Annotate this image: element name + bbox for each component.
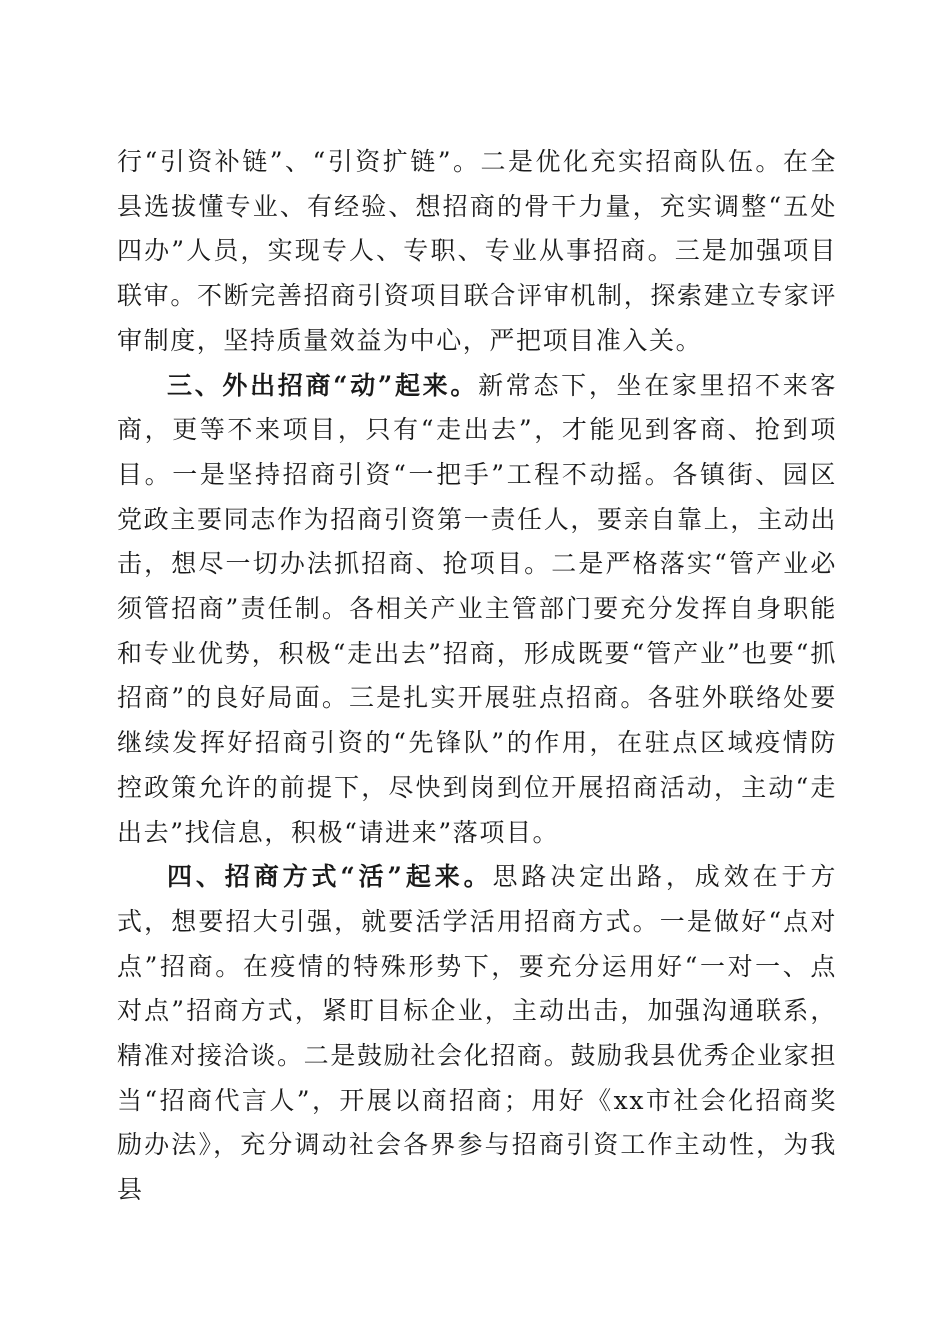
section-heading-4: 四、招商方式“活”起来。 [167, 862, 493, 892]
paragraph-2 [117, 364, 837, 856]
document-body [117, 140, 837, 1213]
paragraph-1-text: 行“引资补链”、“引资扩链”。二是优化充实招商队伍。在全县选拔懂专业、有经验、想招商的骨干力量，充实调整“五处四办”人员，实现专人、专职、专业从事招商。三是加强项目联审。不断完善招商引资项目联合评审机制，探索建立专家评审制度，坚持质量效益为中心，严把项目准入关。 [117, 147, 837, 355]
paragraph-1 [117, 140, 837, 364]
section-heading-3: 三、外出招商“动”起来。 [167, 370, 479, 400]
paragraph-3-text: 思路决定出路，成效在于方式，想要招大引强，就要活学活用招商方式。一是做好“点对点”招商。在疫情的特殊形势下，要充分运用好“一对一、点对点”招商方式，紧盯目标企业，主动出击，加强沟通联系，精准对接洽谈。二是鼓励社会化招商。鼓励我县优秀企业家担当“招商代言人”，开展以商招商；用好《xx市社会化招商奖励办法》，充分调动社会各界参与招商引资工作主动性，为我县 [117, 862, 837, 1205]
paragraph-3 [117, 855, 837, 1213]
paragraph-2-text: 新常态下，坐在家里招不来客商，更等不来项目，只有“走出去”，才能见到客商、抢到项目。一是坚持招商引资“一把手”工程不动摇。各镇街、园区党政主要同志作为招商引资第一责任人，要亲自靠上，主动出击，想尽一切办法抓招商、抢项目。二是严格落实“管产业必须管招商”责任制。各相关产业主管部门要充分发挥自身职能和专业优势，积极“走出去”招商，形成既要“管产业”也要“抓招商”的良好局面。三是扎实开展驻点招商。各驻外联络处要继续发挥好招商引资的“先锋队”的作用，在驻点区域疫情防控政策允许的前提下，尽快到岗到位开展招商活动，主动“走出去”找信息，积极“请进来”落项目。 [117, 370, 837, 847]
